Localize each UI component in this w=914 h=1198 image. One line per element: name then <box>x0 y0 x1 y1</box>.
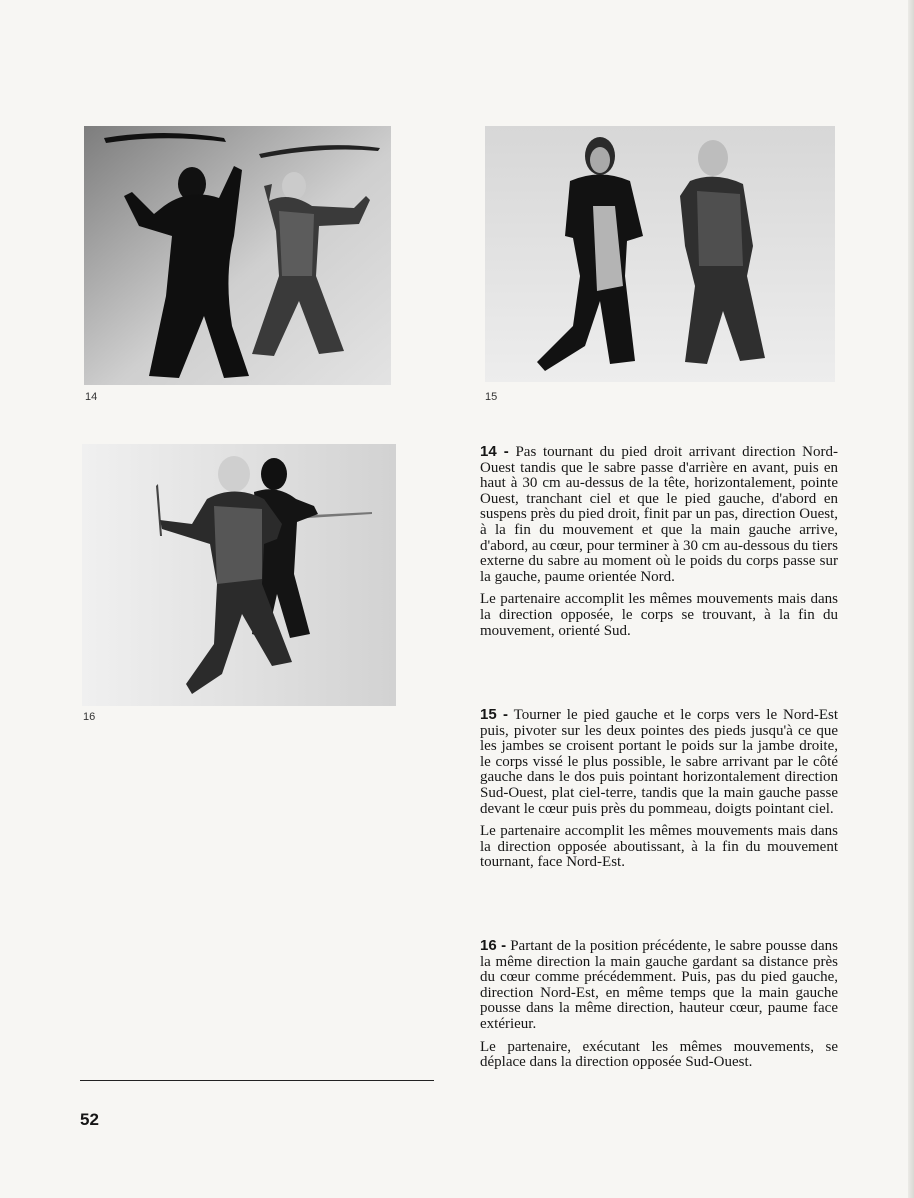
page-number: 52 <box>80 1110 99 1129</box>
section-text: Tourner le pied gauche et le corps vers le Nord-Est puis, pivoter sur les deux pointes des pieds jusqu'à ce que les jambes se croisent portant le poids sur la jambe droite, le corps vissé le plus possible, le sabre arrivant par le côté gauche dans le dos puis pointant horizontalement direction Sud-Ouest, plat ciel-terre, tandis que la main gauche passe devant le cœur puis près du pommeau, doigts pointant ciel. <box>480 707 838 817</box>
section-16-partner: Le partenaire, exécutant les mêmes mouvements, se déplace dans la direction opposée Sud-Ouest. <box>480 1038 838 1071</box>
section-15-partner: Le partenaire accomplit les mêmes mouvements mais dans la direction opposée aboutissant, à la fin du mouvement tournant, face Nord-Est. <box>480 823 838 871</box>
section-14-partner: Le partenaire accomplit les mêmes mouvements mais dans la direction opposée, le corps se trouvant, à la fin du mouvement, orienté Sud. <box>480 591 838 639</box>
section-number: 14 - <box>480 443 509 460</box>
figure-label-14: 14 <box>85 391 98 403</box>
section-16-main <box>480 938 838 1033</box>
photo-figure-14 <box>84 126 391 385</box>
section-number: 15 - <box>480 706 508 723</box>
section-16 <box>480 938 838 1078</box>
section-15-main <box>480 707 838 817</box>
figure-label-16: 16 <box>83 711 96 723</box>
photo-figure-16 <box>82 444 396 706</box>
section-15 <box>480 707 838 878</box>
photo-figure-15 <box>485 126 835 382</box>
figure-label-15: 15 <box>485 391 498 403</box>
section-14 <box>480 444 838 646</box>
section-number: 16 - <box>480 937 507 954</box>
section-text: Pas tournant du pied droit arrivant direction Nord-Ouest tandis que le sabre passe d'arrière en avant, puis en haut à 30 cm au-dessus de la tête, horizontalement, pointe Ouest, tranchant ciel et que le pied gauche, d'abord en suspens près du pied droit, finit par un pas, direction Ouest, à la fin du mouvement et que la main gauche arrive, d'abord, au cœur, pour terminer à 30 cm au-dessous du tiers externe du sabre au moment où le poids du corps passe sur la gauche, paume orientée Nord. <box>480 444 838 585</box>
page-edge <box>908 0 914 1198</box>
footnote-rule <box>80 1080 434 1081</box>
section-14-main <box>480 444 838 585</box>
section-text: Partant de la position précédente, le sabre pousse dans la même direction la main gauche gardant sa distance près du cœur comme précédemment. Puis, pas du pied gauche, direction Nord-Est, en même temps que la main gauche pousse dans la même direction, hauteur cœur, paume face extérieur. <box>480 938 838 1032</box>
